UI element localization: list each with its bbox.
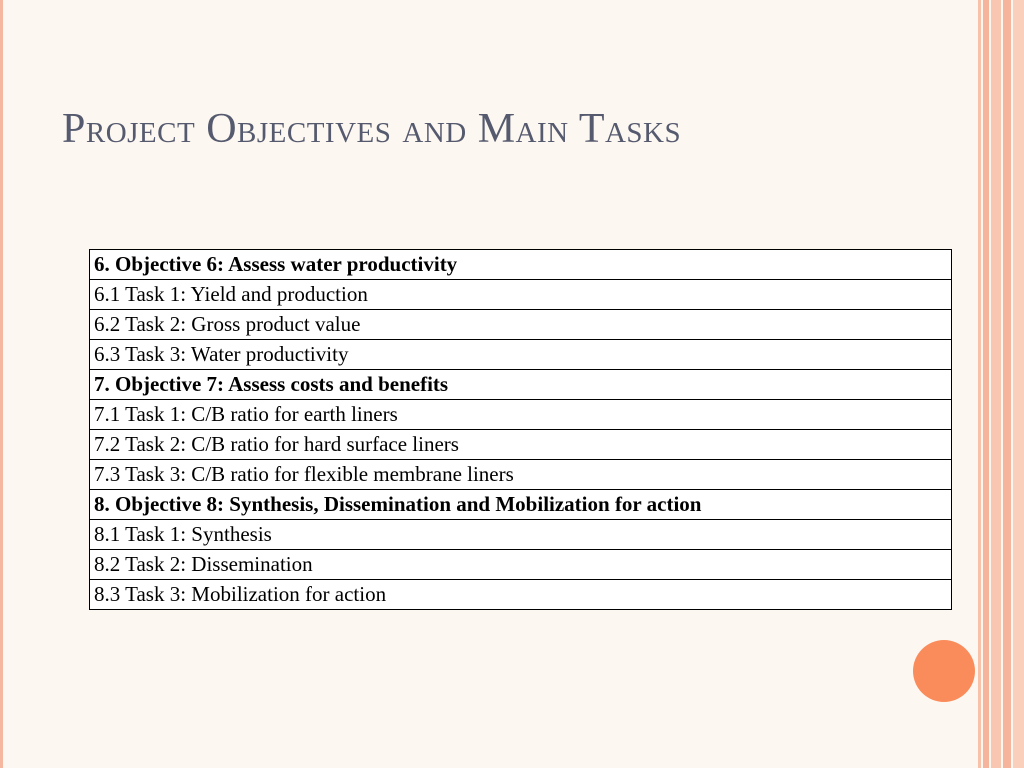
slide-left-border	[0, 0, 3, 768]
task-cell: 6.3 Task 3: Water productivity	[90, 340, 952, 370]
table-row	[90, 310, 952, 340]
task-cell: 8.1 Task 1: Synthesis	[90, 520, 952, 550]
decorative-stripe	[983, 0, 989, 768]
task-cell: 8.3 Task 3: Mobilization for action	[90, 580, 952, 610]
task-cell: 7.3 Task 3: C/B ratio for flexible membrane liners	[90, 460, 952, 490]
table-row	[90, 460, 952, 490]
objective-cell: 8. Objective 8: Synthesis, Dissemination and Mobilization for action	[90, 490, 952, 520]
table-row	[90, 490, 952, 520]
decorative-stripe	[978, 0, 981, 768]
decorative-stripe	[1013, 0, 1024, 768]
table-row	[90, 400, 952, 430]
table-row	[90, 280, 952, 310]
table-row	[90, 550, 952, 580]
decorative-circle-icon	[913, 640, 975, 702]
table-row	[90, 250, 952, 280]
task-cell: 7.2 Task 2: C/B ratio for hard surface liners	[90, 430, 952, 460]
task-cell: 7.1 Task 1: C/B ratio for earth liners	[90, 400, 952, 430]
task-cell: 6.2 Task 2: Gross product value	[90, 310, 952, 340]
slide-title: Project Objectives and Main Tasks	[62, 106, 682, 152]
task-cell: 8.2 Task 2: Dissemination	[90, 550, 952, 580]
objectives-table	[89, 249, 952, 610]
decorative-stripe	[991, 0, 1001, 768]
objective-cell: 6. Objective 6: Assess water productivity	[90, 250, 952, 280]
table-row	[90, 370, 952, 400]
table-row	[90, 520, 952, 550]
objective-cell: 7. Objective 7: Assess costs and benefits	[90, 370, 952, 400]
task-cell: 6.1 Task 1: Yield and production	[90, 280, 952, 310]
table-row	[90, 580, 952, 610]
decorative-stripe	[1003, 0, 1011, 768]
table-row	[90, 340, 952, 370]
table-row	[90, 430, 952, 460]
